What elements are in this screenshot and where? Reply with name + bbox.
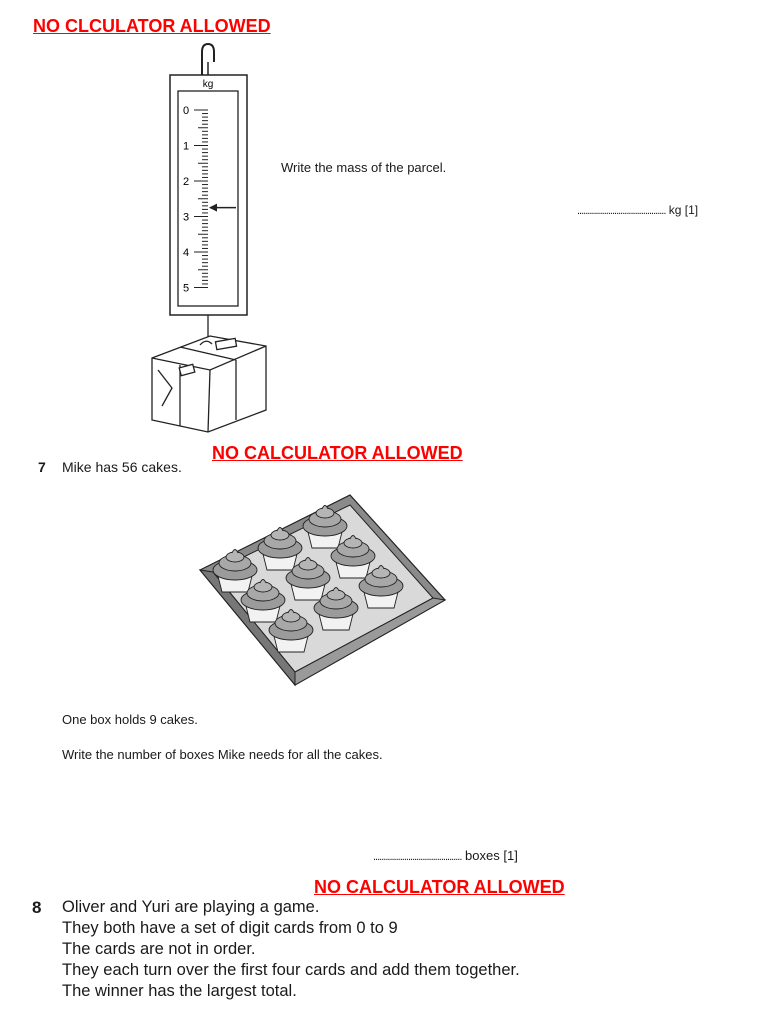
parcel-icon xyxy=(152,336,266,432)
q6-instruction: Write the mass of the parcel. xyxy=(281,160,447,175)
scale-label: 1 xyxy=(183,140,190,153)
scale-label: 4 xyxy=(183,247,190,259)
q6-answer-dots: ........................................... xyxy=(577,205,666,217)
scale-unit-label: kg xyxy=(202,79,214,90)
q6-answer-unit-mark: kg [1] xyxy=(668,203,699,217)
q7-number: 7 xyxy=(38,459,46,475)
cupcake-box-illustration xyxy=(195,490,450,690)
no-calculator-warning-q7: NO CALCULATOR ALLOWED xyxy=(212,443,463,463)
no-calculator-warning-top: NO CLCULATOR ALLOWED xyxy=(33,16,271,36)
q7-answer-unit-mark: boxes [1] xyxy=(465,848,518,863)
q8-line: They each turn over the first four cards and add them together. xyxy=(62,961,520,979)
scale-label: 0 xyxy=(183,105,190,117)
scale-label: 5 xyxy=(183,282,190,295)
q8-line: Oliver and Yuri are playing a game. xyxy=(62,898,320,916)
q8-line: The winner has the largest total. xyxy=(62,982,297,1000)
q7-line2: Write the number of boxes Mike needs for all the cakes. xyxy=(62,747,383,762)
q8-number: 8 xyxy=(32,898,42,917)
q7-line1: One box holds 9 cakes. xyxy=(62,712,198,727)
no-calculator-warning-q8: NO CALCULATOR ALLOWED xyxy=(314,877,565,897)
spring-scale-illustration xyxy=(140,40,280,435)
q8-line: The cards are not in order. xyxy=(62,940,256,958)
q7-intro: Mike has 56 cakes. xyxy=(62,459,182,475)
q7-answer-line xyxy=(373,848,518,863)
q7-answer-dots: ........................................... xyxy=(373,851,462,863)
q6-answer-line xyxy=(577,203,698,217)
scale-label: 2 xyxy=(183,176,190,188)
q8-line: They both have a set of digit cards from 0 to 9 xyxy=(62,919,398,937)
scale-label: 3 xyxy=(183,211,190,224)
q8-text xyxy=(62,897,520,1002)
